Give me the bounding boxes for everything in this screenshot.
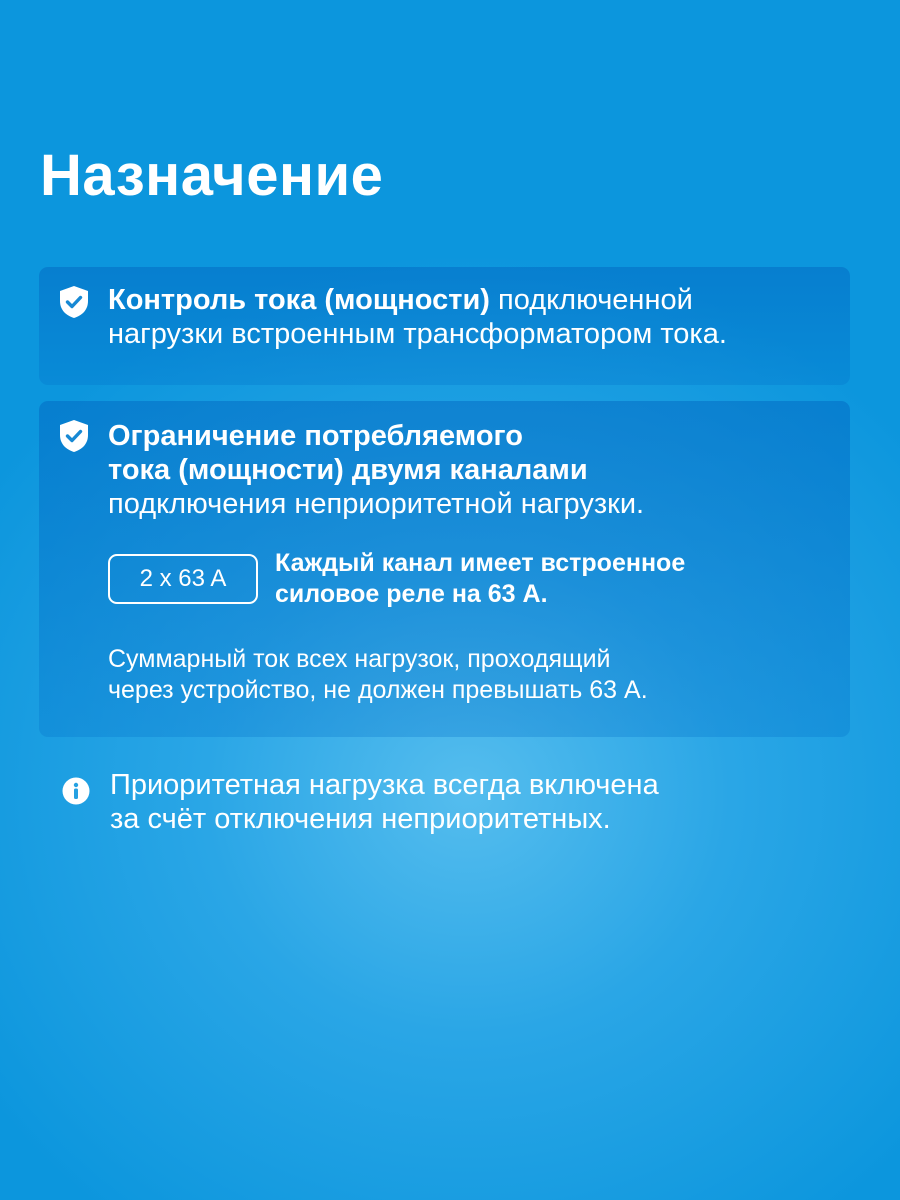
total-current-note (108, 644, 648, 706)
channel-rating-note (275, 548, 685, 610)
shield-check-icon (58, 285, 90, 319)
priority-info-line-2: за счёт отключения неприоритетных. (110, 803, 611, 835)
feature-line-2: нагрузки встроенным трансформатором тока. (108, 318, 727, 350)
shield-check-icon (58, 419, 90, 453)
feature-heading: Контроль тока (мощности) (108, 284, 490, 316)
feature-card-current-control (39, 267, 850, 385)
feature-heading-rest: подключенной (498, 284, 693, 316)
priority-info (62, 768, 862, 848)
feature-heading-line-2: тока (мощности) двумя каналами (108, 454, 588, 486)
total-current-note-line-2: через устройство, не должен превышать 63 А. (108, 676, 648, 704)
channel-rating-note-line-2: силовое реле на 63 А. (275, 580, 548, 608)
total-current-note-line-1: Суммарный ток всех нагрузок, проходящий (108, 645, 611, 673)
priority-info-text (110, 768, 659, 836)
feature-line-1 (108, 283, 727, 317)
feature-card-current-limit (39, 401, 850, 737)
page-title: Назначение (40, 143, 384, 208)
priority-info-line-1: Приоритетная нагрузка всегда включена (110, 769, 659, 801)
channel-rating-note-line-1: Каждый канал имеет встроенное (275, 549, 686, 577)
feature-text (108, 419, 644, 521)
feature-description: подключения неприоритетной нагрузки. (108, 488, 645, 520)
info-icon (62, 777, 90, 805)
feature-text (108, 283, 727, 351)
feature-heading-line-1: Ограничение потребляемого (108, 420, 523, 452)
channel-rating-badge: 2 x 63 A (108, 554, 258, 604)
